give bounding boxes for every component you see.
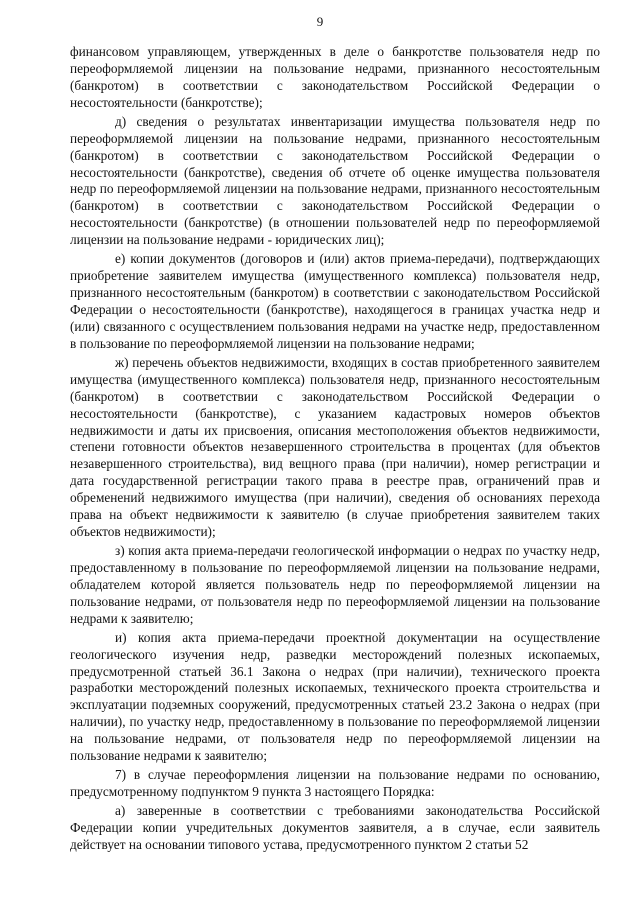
paragraph-e-document-copies: е) копии документов (договоров и (или) актов приема-передачи), подтверждающих приобретение заявителем имущества (имущественного комплекса) пользователя недр, признанного несостоятельным (банкротом) в соответствии с законодательством Российской Федерации о несостоятельности (банкротстве), находящегося в границах участка недр и (или) связанного с осуществлением пользования недрами на участке недр, предоставленном в пользование по переоформляемой лицензии на пользование недрами; (70, 251, 600, 351)
paragraph-continuation: финансовом управляющем, утвержденных в деле о банкротстве пользователя недр по переоформляемой лицензии на пользование недрами, признанного несостоятельным (банкротом) в соответствии с законодательством Российской Федерации о несостоятельности (банкротстве); (70, 44, 600, 110)
paragraph-7-reissue-case: 7) в случае переоформления лицензии на пользование недрами по основанию, предусмотренному подпунктом 9 пункта 3 настоящего Порядка: (70, 767, 600, 800)
paragraph-i-project-documentation-act: и) копия акта приема-передачи проектной документации на осуществление геологического изучения недр, разведки месторождений полезных ископаемых, предусмотренной статьей 36.1 Закона о недрах (при наличии), технического проекта разработки месторождений полезных ископаемых, технического проекта строительства и эксплуатации подземных сооружений, предусмотренных статьей 23.2 Закона о недрах (при наличии), по участку недр, предоставленному в пользование по переоформляемой лицензии на пользование недрами, от пользователя недр по переоформляемой лицензии на пользование недрами к заявителю; (70, 629, 600, 764)
paragraph-z-geological-info-act: з) копия акта приема-передачи геологической информации о недрах по участку недр, предоставленному в пользование по переоформляемой лицензии на пользование недрами, обладателем которой является пользователь недр по переоформляемой лицензии на пользование недрами, от пользователя недр по переоформляемой лицензии на пользование недрами к заявителю; (70, 543, 600, 626)
document-body (70, 44, 600, 856)
page-number: 9 (316, 14, 324, 29)
paragraph-d-inventory-results: д) сведения о результатах инвентаризации имущества пользователя недр по переоформляемой лицензии на пользование недрами, признанного несостоятельным (банкротом) в соответствии с законодательством Российской Федерации о несостоятельности (банкротстве), сведения об отчете об оценке имущества пользователя недр по переоформляемой лицензии на пользование недрами, признанного несостоятельным (банкротом) в соответствии с законодательством Российской Федерации о несостоятельности (банкротстве) (в отношении пользователей недр по переоформляемой лицензии на пользование недрами - юридических лиц); (70, 113, 600, 248)
paragraph-zh-real-estate-list: ж) перечень объектов недвижимости, входящих в состав приобретенного заявителем имущества (имущественного комплекса) пользователя недр, признанного несостоятельным (банкротом) в соответствии с законодательством Российской Федерации о несостоятельности (банкротстве), с указанием кадастровых номеров объектов недвижимости и даты их присвоения, описания местоположения объектов недвижимости, степени готовности объектов незавершенного строительства в процентах (для объектов незавершенного строительства), вид вещного права (при наличии), номер регистрации и дата государственной регистрации такого права в реестре прав, ограничений прав и обременений недвижимого имущества (при наличии), сведения об основаниях перехода права на объект недвижимости к заявителю (в случае приобретения заявителем таких объектов недвижимости); (70, 354, 600, 539)
paragraph-a-founding-documents: а) заверенные в соответствии с требованиями законодательства Российской Федерации копии учредительных документов заявителя, а в случае, если заявитель действует на основании типового устава, предусмотренного пунктом 2 статьи 52 (70, 803, 600, 852)
